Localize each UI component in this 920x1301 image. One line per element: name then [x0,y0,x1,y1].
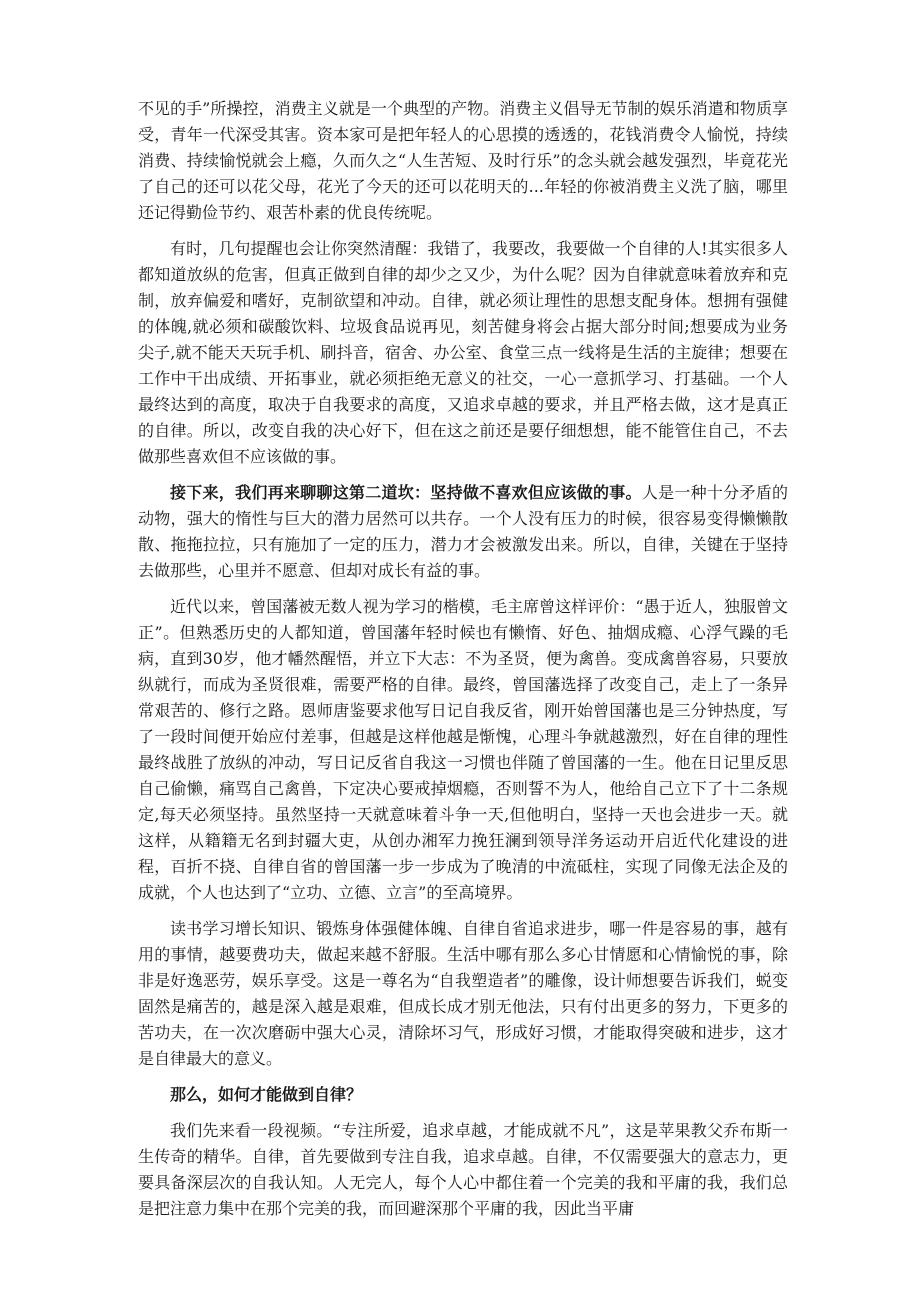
paragraph-5 [138,916,788,1072]
paragraph-4 [138,594,788,906]
document-page [138,96,788,1232]
paragraph-2 [138,236,788,470]
paragraph-7 [138,1118,788,1222]
paragraph-6 [138,1082,788,1108]
paragraph-4-text: 近代以来，曾国藩被无数人视为学习的楷模，毛主席曾这样评价：“愚于近人，独服曾文正”。但熟悉历史的人都知道，曾国藩年轻时候也有懒惰、好色、抽烟成瘾、心浮气躁的毛病，直到30岁，他才幡然醒悟，并立下大志：不为圣贤，便为禽兽。变成禽兽容易，只要放纵就行，而成为圣贤很难，需要严格的自律。最终，曾国藩选择了改变自己，走上了一条异常艰苦的、修行之路。恩师唐鉴要求他写日记自我反省，刚开始曾国藩也是三分钟热度，写了一段时间便开始应付差事，但越是这样他越是惭愧，心理斗争就越激烈，好在自律的理性最终战胜了放纵的冲动，写日记反省自我这一习惯也伴随了曾国藩的一生。他在日记里反思自己偷懒，痛骂自己禽兽，下定决心要戒掉烟瘾，否则誓不为人，他给自己立下了十二条规定,每天必须坚持。虽然坚持一天就意味着斗争一天,但他明白，坚持一天也会进步一天。就这样，从籍籍无名到封疆大吏，从创办湘军力挽狂澜到领导洋务运动开启近代化建设的进程，百折不挠、自律自省的曾国藩一步一步成为了晚清的中流砥柱，实现了同像无法企及的成就，个人也达到了“立功、立德、立言”的至高境界。 [138,597,788,902]
paragraph-3-heading: 接下来，我们再来聊聊这第二道坎：坚持做不喜欢但应该做的事。 [170,483,642,502]
paragraph-1-text: 不见的手”所操控，消费主义就是一个典型的产物。消费主义倡导无节制的娱乐消遣和物质享受，青年一代深受其害。资本家可是把年轻人的心思摸的透透的，花钱消费令人愉悦，持续消费、持续愉悦就会上瘾，久而久之“人生苦短、及时行乐”的念头就会越发强烈，毕竟花光了自己的还可以花父母，花光了今天的还可以花明天的...年轻的你被消费主义洗了脑，哪里还记得勤俭节约、艰苦朴素的优良传统呢。 [138,99,788,222]
paragraph-3 [138,480,788,584]
paragraph-1 [138,96,788,226]
paragraph-2-text: 有时，几句提醒也会让你突然清醒：我错了，我要改，我要做一个自律的人!其实很多人都知道放纵的危害，但真正做到自律的却少之又少，为什么呢？因为自律就意味着放弃和克制，放弃偏爱和嗜好，克制欲望和冲动。自律，就必须让理性的思想支配身体。想拥有强健的体魄,就必须和碳酸饮料、垃圾食品说再见，刻苦健身将会占据大部分时间;想要成为业务尖子,就不能天天玩手机、刷抖音，宿舍、办公室、食堂三点一线将是生活的主旋律；想要在工作中干出成绩、开拓事业，就必须拒绝无意义的社交，一心一意抓学习、打基础。一个人最终达到的高度，取决于自我要求的高度，又追求卓越的要求，并且严格去做，这才是真正的自律。所以，改变自我的决心好下，但在这之前还是要仔细想想，能不能管住自己，不去做那些喜欢但不应该做的事。 [138,239,788,466]
paragraph-6-heading: 那么，如何才能做到自律？ [170,1085,363,1104]
paragraph-5-text: 读书学习增长知识、锻炼身体强健体魄、自律自省追求进步，哪一件是容易的事，越有用的事情，越要费功夫，做起来越不舒服。生活中哪有那么多心甘情愿和心情愉悦的事，除非是好逸恶劳，娱乐享受。这是一尊名为“自我塑造者”的雕像，设计师想要告诉我们，蜕变固然是痛苦的，越是深入越是艰难，但成长成才别无他法，只有付出更多的努力，下更多的苦功夫，在一次次磨砺中强大心灵，清除坏习气，形成好习惯，才能取得突破和进步，这才是自律最大的意义。 [138,919,788,1068]
paragraph-7-text: 我们先来看一段视频。“专注所爱，追求卓越，才能成就不凡”，这是苹果教父乔布斯一生传奇的精华。自律，首先要做到专注自我，追求卓越。自律，不仅需要强大的意志力，更要具备深层次的自我认知。人无完人，每个人心中都住着一个完美的我和平庸的我，我们总是把注意力集中在那个完美的我，而回避深那个平庸的我，因此当平庸 [138,1121,788,1218]
paragraph-3-text: 人是一种十分矛盾的动物，强大的惰性与巨大的潜力居然可以共存。一个人没有压力的时候，很容易变得懒懒散散、拖拖拉拉，只有施加了一定的压力，潜力才会被激发出来。所以，自律，关键在于坚持去做那些，心里并不愿意、但却对成长有益的事。 [138,483,788,580]
